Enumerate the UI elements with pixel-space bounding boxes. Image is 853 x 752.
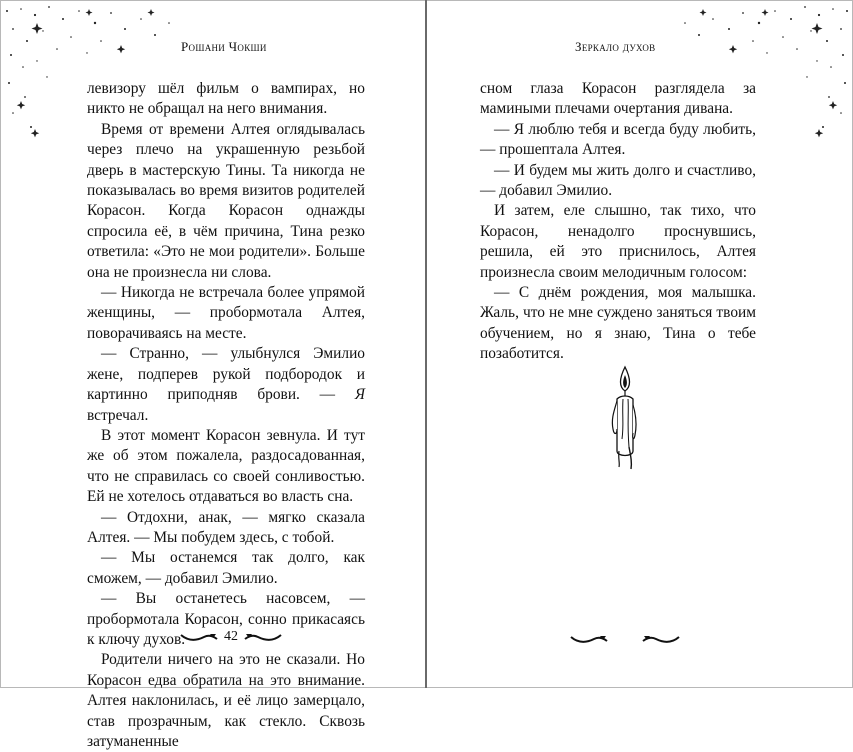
paragraph: левизору шёл фильм о вампирах, но никто не обращал на него внимания.	[87, 80, 365, 118]
italic-phrase: Я	[354, 386, 365, 404]
left-page	[0, 0, 426, 750]
paragraph: сном глаза Корасон разглядела за мамиными плечами очертания дивана.	[480, 80, 756, 118]
paragraph: — Никогда не встречала более упрямой женщины, — пробормотала Алтея, поворачиваясь на месте.	[87, 284, 365, 342]
running-head: Зеркало духов	[575, 39, 656, 54]
right-page-text	[480, 79, 756, 365]
paragraph: Время от времени Алтея оглядывалась через плечо на украшенную резьбой дверь в мастерскую Тины. Та никогда не показывалась во время визитов родителей Корасон. Когда Корасон однажды спросила её, в чём причина, Тина резко ответила: «Это не мои родители». Больше она не произнесла ни слова.	[87, 120, 365, 281]
paragraph: — С днём рождения, моя малышка. Жаль, что не мне суждено заняться твоим обучением, но я знаю, Тина о тебе позаботится.	[480, 284, 756, 363]
page-number: 42	[224, 629, 238, 644]
paragraph: — И будем мы жить долго и счастливо, — добавил Эмилио.	[480, 161, 756, 200]
paragraph-tail: встречал.	[87, 406, 149, 424]
right-page	[427, 0, 853, 688]
flourish-icon	[570, 633, 608, 645]
left-page-text	[87, 79, 365, 752]
paragraph: — Мы останемся так долго, как сможем, — добавил Эмилио.	[87, 549, 365, 587]
paragraph: Родители ничего на это не сказали. Но Корасон едва обратила на это внимание. Алтея наклонилась, и её лицо замерцало, став прозрачным, как стекло. Сквозь затуманенные	[87, 651, 365, 750]
paragraph: В этот момент Корасон зевнула. И тут же об этом пожалела, раздосадованная, что не справилась со своей сонливостью. Ей не хотелось отдаваться во власть сна.	[87, 426, 365, 506]
flourish-icon	[180, 631, 218, 643]
page-footer	[565, 633, 685, 645]
paragraph: — Я люблю тебя и всегда буду любить, — прошептала Алтея.	[480, 120, 756, 159]
candle-icon	[605, 365, 645, 471]
paragraph	[87, 344, 365, 426]
flourish-icon	[642, 633, 680, 645]
paragraph: — Вы останетесь насовсем, — пробормотала Корасон, сонно прикасаясь к ключу духов.	[87, 590, 365, 648]
paragraph-text: — Странно, — улыбнулся Эмилио жене, подперев рукой подбородок и картинно приподняв брови. —	[87, 345, 365, 404]
paragraph: — Отдохни, анак, — мягко сказала Алтея. — Мы побудем здесь, с тобой.	[87, 508, 365, 546]
flourish-icon	[244, 631, 282, 643]
page-footer	[171, 629, 291, 645]
paragraph: И затем, еле слышно, так тихо, что Корасон, ненадолго проснувшись, решила, ей это приснилось, Алтея произнесла своим мелодичным голосом:	[480, 202, 756, 281]
running-head: Рошани Чокши	[181, 39, 267, 54]
